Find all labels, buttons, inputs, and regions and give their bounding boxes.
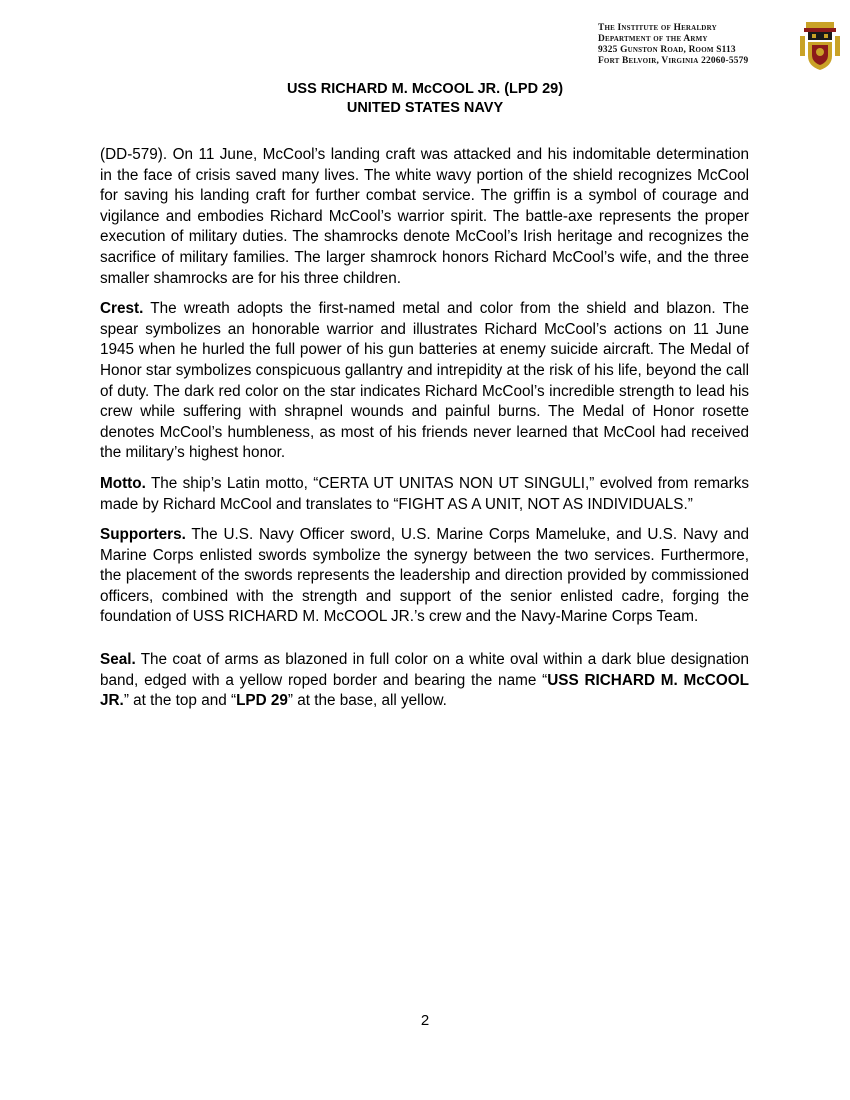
- page-number: 2: [420, 1012, 430, 1029]
- letterhead-line: 9325 Gunston Road, Room S113: [598, 45, 736, 55]
- page-title: [0, 80, 850, 118]
- seal-text: ” at the top and “: [123, 692, 237, 710]
- letterhead: [598, 23, 798, 67]
- seal-text: The coat of arms as blazoned in full color on a white oval within a dark blue designation band, edged with a yellow roped border and bearing the name “: [100, 651, 749, 689]
- paragraph-motto: [100, 474, 749, 515]
- paragraph-seal: [100, 650, 749, 712]
- letterhead-line: Fort Belvoir, Virginia 22060-5579: [598, 56, 749, 66]
- crest-label: Crest.: [100, 300, 144, 318]
- supporters-text: The U.S. Navy Officer sword, U.S. Marine Corps Mameluke, and U.S. Navy and Marine Corps enlisted swords symbolize the synergy between the two services. Furthermore, the placement of the swords represents the leadership and direction provided by commissioned officers, combined with the strength and support of the senior enlisted cadre, forging the foundation of USS RICHARD M. McCOOL JR.’s crew and the Navy-Marine Corps Team.: [100, 526, 749, 626]
- seal-label: Seal.: [100, 651, 136, 669]
- document-body: [100, 145, 749, 722]
- seal-text: ” at the base, all yellow.: [287, 692, 447, 710]
- seal-hull-number: LPD 29: [236, 692, 288, 710]
- crest-text: The wreath adopts the first-named metal and color from the shield and blazon. The spear symbolizes an honorable warrior and illustrates Richard McCool’s actions on 11 June 1945 when he hurled the full power of his gun batteries at enemy suicide aircraft. The Medal of Honor star symbolizes conspicuous gallantry and intrepidity at the risk of his life, beyond the call of duty. The dark red color on the star indicates Richard McCool’s incredible strength to lead his crew while suffering with shrapnel wounds and painful burns. The Medal of Honor rosette denotes McCool’s humbleness, as most of his friends never learned that McCool had received the military’s highest honor.: [100, 300, 749, 462]
- title-ship: USS RICHARD M. McCOOL JR. (LPD 29): [286, 81, 564, 97]
- army-heraldry-emblem: [800, 20, 840, 72]
- paragraph-crest: [100, 299, 749, 464]
- letterhead-line: Department of the Army: [598, 34, 708, 44]
- motto-label: Motto.: [100, 474, 146, 492]
- supporters-label: Supporters.: [100, 526, 186, 544]
- paragraph-supporters: [100, 525, 749, 628]
- motto-text: The ship’s Latin motto, “CERTA UT UNITAS NON UT SINGULI,” evolved from remarks made by Richard McCool and translates to “FIGHT AS A UNIT, NOT AS INDIVIDUALS.”: [100, 474, 749, 513]
- paragraph-intro: (DD-579). On 11 June, McCool’s landing craft was attacked and his indomitable determination in the face of crisis saved many lives. The white wavy portion of the shield recognizes McCool for saving his landing craft for further combat service. The griffin is a symbol of courage and vigilance and embodies Richard McCool’s warrior spirit. The battle-axe represents the proper execution of military duties. The shamrocks denote McCool’s Irish heritage and recognizes the sacrifice of military families. The larger shamrock honors Richard McCool’s wife, and the three smaller shamrocks are for his three children.: [100, 146, 749, 287]
- seal-ship-name: USS RICHARD M. McCOOL JR.: [100, 671, 749, 710]
- letterhead-line: The Institute of Heraldry: [598, 23, 717, 33]
- title-service: UNITED STATES NAVY: [346, 100, 504, 116]
